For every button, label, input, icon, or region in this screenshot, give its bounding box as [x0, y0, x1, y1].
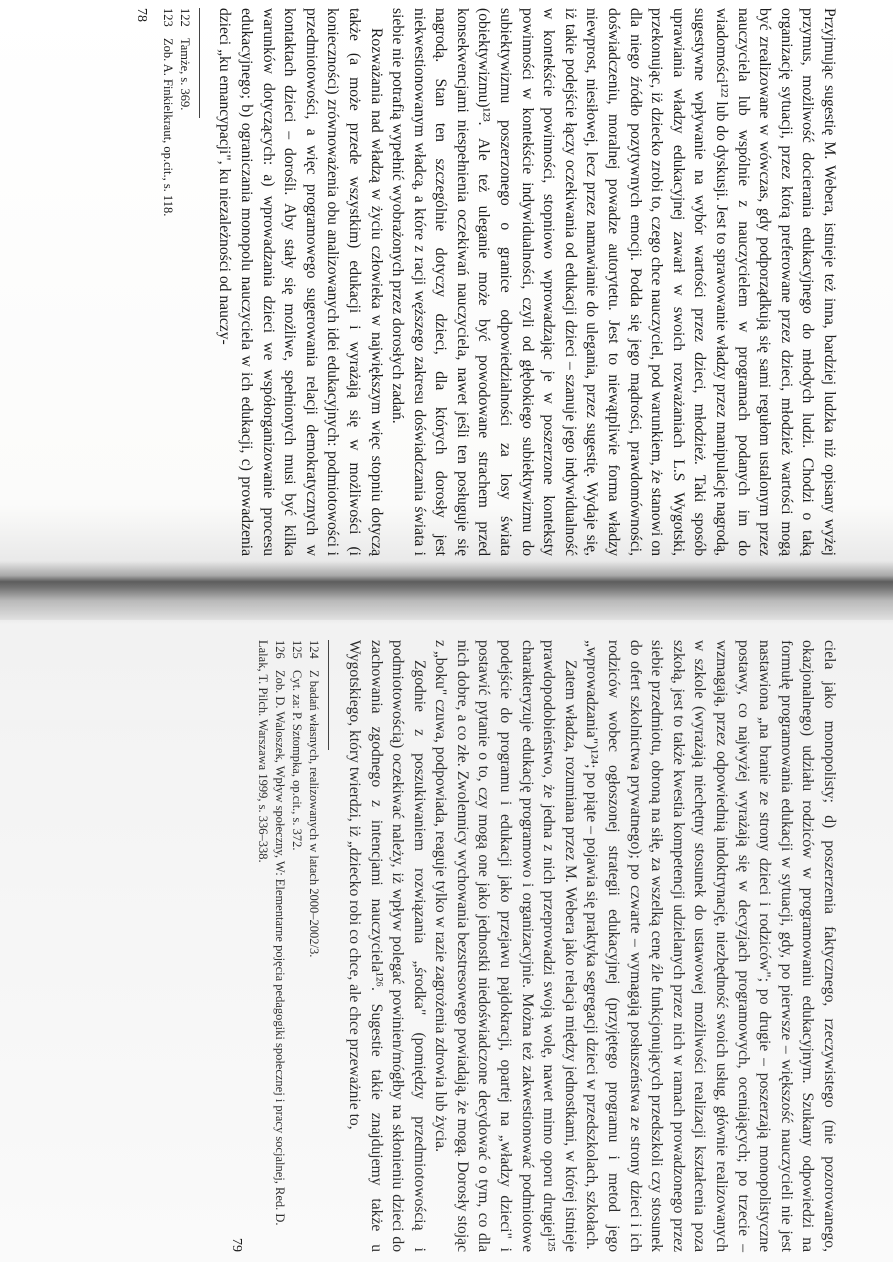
- footnote: [176, 8, 193, 556]
- right-page-body: [343, 640, 840, 1252]
- paragraph: Przyjmując sugestię M. Webera, istnieje też inna, bardziej ludzka niż opisany wyżej przymus, możliwość docierania edukacyjnego do młodych ludzi. Chodzi o taką organizację sytuacji, przez którą preferowane przez dzieci, młodzież wartości mogą być zrealizowane w wówczas, gdy podporządkują się sami regułom ustalonym przez nauczyciela lub wspólnie z nauczycielem w programach podanych im do wiadomości¹²² lub do dyskusji. Jest to sprawowanie władzy przez manipulację nagrodą, sugestywne wpływanie na wybór wartości przez dzieci, młodzież. Taki sposób uprawiania władzy edukacyjnej zawarł w swoich rozważaniach L.S Wygotski, przekonując, iż dziecko zrobi to, czego chce nauczyciel, pod warunkiem, że stanowi on dla niego źródło pozytywnych emocji. Podda się jego mądrości, prawdomówności, doświadczeniu, moralnej powadze autorytetu. Jest to niewątpliwie forma władzy niewprost, niesiłowej, lecz przez namawianie do ulegania, przez sugestię. Wydaje się, iż takie podejście łączy oczekiwania od edukacji dzieci – szanuje jego indywidualność w kontekście powinności, stopniowo wprowadzając je w poszerzone konteksty powinności w kontekście indywidualności, czyli od głębokiego subiektywizmu do subiektywizmu poszerzonego o granice odpowiedzialności za losy świata (obiektywizmu)¹²³. Ale też uleganie może być powodowane strachem przed konsekwencjami niespełnienia oczekiwań nauczyciela, nawet jeśli ten posługuje się nagrodą. Stan ten szczególnie dotyczy dzieci, dla których dorosły jest niekwestionowanym władcą, a które z racji węższego zakresu doświadczania świata i siebie nie potrafią wypełnić wyobrażonych przez dorosłych zadań.: [389, 8, 838, 556]
- footnote-number: 124: [307, 640, 322, 659]
- page-number: 78: [133, 8, 149, 22]
- footnote-text: Zob. D. Waloszek, Wpływ społeczny, W: Elementarne pojęcia pedagogiki społecznej i pracy socjalnej, Red. D. Lalak, T. Pilch. Warszawa 1999, s. 336–338.: [256, 640, 288, 1226]
- footnote: [254, 640, 288, 1252]
- footnote-number: 122: [177, 8, 192, 27]
- footnote-number: 125: [290, 640, 305, 659]
- footnote-text: Z badań własnych, realizowanych w latach 2000–2002/3.: [307, 670, 322, 958]
- footnote-number: 123: [160, 8, 175, 27]
- paragraph: Rozważania nad władzą w życiu człowieka w największym więc stopniu dotyczą także (a może przede wszystkim) edukacji i wyrażają się w możliwości (i konieczności) zrównoważenia obu analizowanych idei edukacyjnych: podmiotowości i przedmiotowości, a więc programowego sugerowania relacji demokratycznych w kontaktach dzieci – dorośli. Aby stały się możliwe, spełnionych musi być kilka warunków dotyczących: a) wprowadzania dzieci we współorganizowanie procesu edukacyjnego; b) ograniczania monopolu nauczyciela w ich edukacji, c) prowadzenia dzieci „ku emancypacji", ku niezależności od nauczy-: [216, 8, 385, 556]
- page-number: 79: [229, 1238, 245, 1252]
- footnote-rule: [328, 640, 329, 750]
- left-footnotes: [159, 8, 193, 556]
- left-page: [80, 8, 840, 556]
- right-footnotes: [254, 640, 322, 1252]
- footnote-text: Cyt. za: P. Sztompka, op.cit., s. 372.: [290, 670, 305, 851]
- paragraph: ciela jako monopolisty; d) poszerzenia faktycznego, rzeczywistego (nie pozorowanego, okazjonalnego) udziału rodziców w programowaniu edukacyjnym. Szukany odpowiedzi na formułę programowania edukacji w sytuacji, gdy, po pierwsze – większość nauczycieli nie jest nastawiona „na branie ze strony dzieci i rodziców"; po drugie – poszerzają monopolistyczne postawy, co najwyżej wyrażają się w decyzjach programowych, oceniających; po trzecie – wzmagają, przez odpowiednią indoktrynację, niezbędność swoich usług, głównie realizowanych w szkole (wyrażają niechętny stosunek do ustawowej możliwości realizacji kształcenia poza szkołą, jest to także kwestia kompetencji udzielanych przez nich w ramach prowadzonego przez siebie przedmiotu, obroną na siłę, za wszelką cenę źle funkcjonujących przedszkoli czy stosunek do ofert szkolnictwa prywatnego); po czwarte – wymagają posłuszeństwa ze strony dzieci i ich rodziców wobec ogłoszonej strategii edukacyjnej (przyjętego programu i metod jego „wprowadzania")¹²⁴; po piąte – pojawia się praktyka segregacji dzieci w przedszkolach, szkołach.: [583, 640, 838, 1252]
- left-page-body: [214, 8, 840, 556]
- footnote: [159, 8, 176, 556]
- paragraph: Zgodnie z poszukiwaniem rozwiązania „środka" (pomiędzy przedmiotowością i podmiotowością) oczekiwać należy, iż wpływ polegać powinien/mógłby na skłonieniu dzieci do zachowania zgodnego z intencjami nauczyciela¹²⁶. Sugestie takie znajdujemy także u Wygotskiego, który twierdzi, iż „dziecko robi co chce, ale chce przeważnie to,: [345, 640, 428, 1252]
- right-page: [80, 640, 840, 1252]
- footnote-text: Tamże, s. 369.: [177, 38, 192, 111]
- footnote-number: 126: [273, 640, 288, 659]
- footnote-text: Zob. A. Finkielkraut, op.cit., s. 118.: [160, 38, 175, 217]
- footnote: [305, 640, 322, 1252]
- paragraph: Zatem władza, rozumiana przez M. Webera jako relacja między jednostkami, w której istnieje prawdopodobieństwo, że jedna z nich przeprowadzi swoją wolę, nawet mimo oporu drugiej¹²⁵ charakteryzuje edukację programowo i organizacyjnie. Można też zakwestionować podmiotowe podejście do programu i edukacji jako przejawu pajdokracji, opartej na „władzy dzieci" i postawić pytanie o to, czy mogą one jako jednostki niedoświadczone decydować o tym, co dla nich dobre, a co złe. Zwolennicy wychowania bezstresowego powiadają, że mogą. Dorosły stojąc z „boku" czuwa, podpowiada, reaguje tylko w razie zagrożenia zdrowia lub życia.: [432, 640, 579, 1252]
- footnote: [288, 640, 305, 1252]
- footnote-rule: [199, 8, 200, 118]
